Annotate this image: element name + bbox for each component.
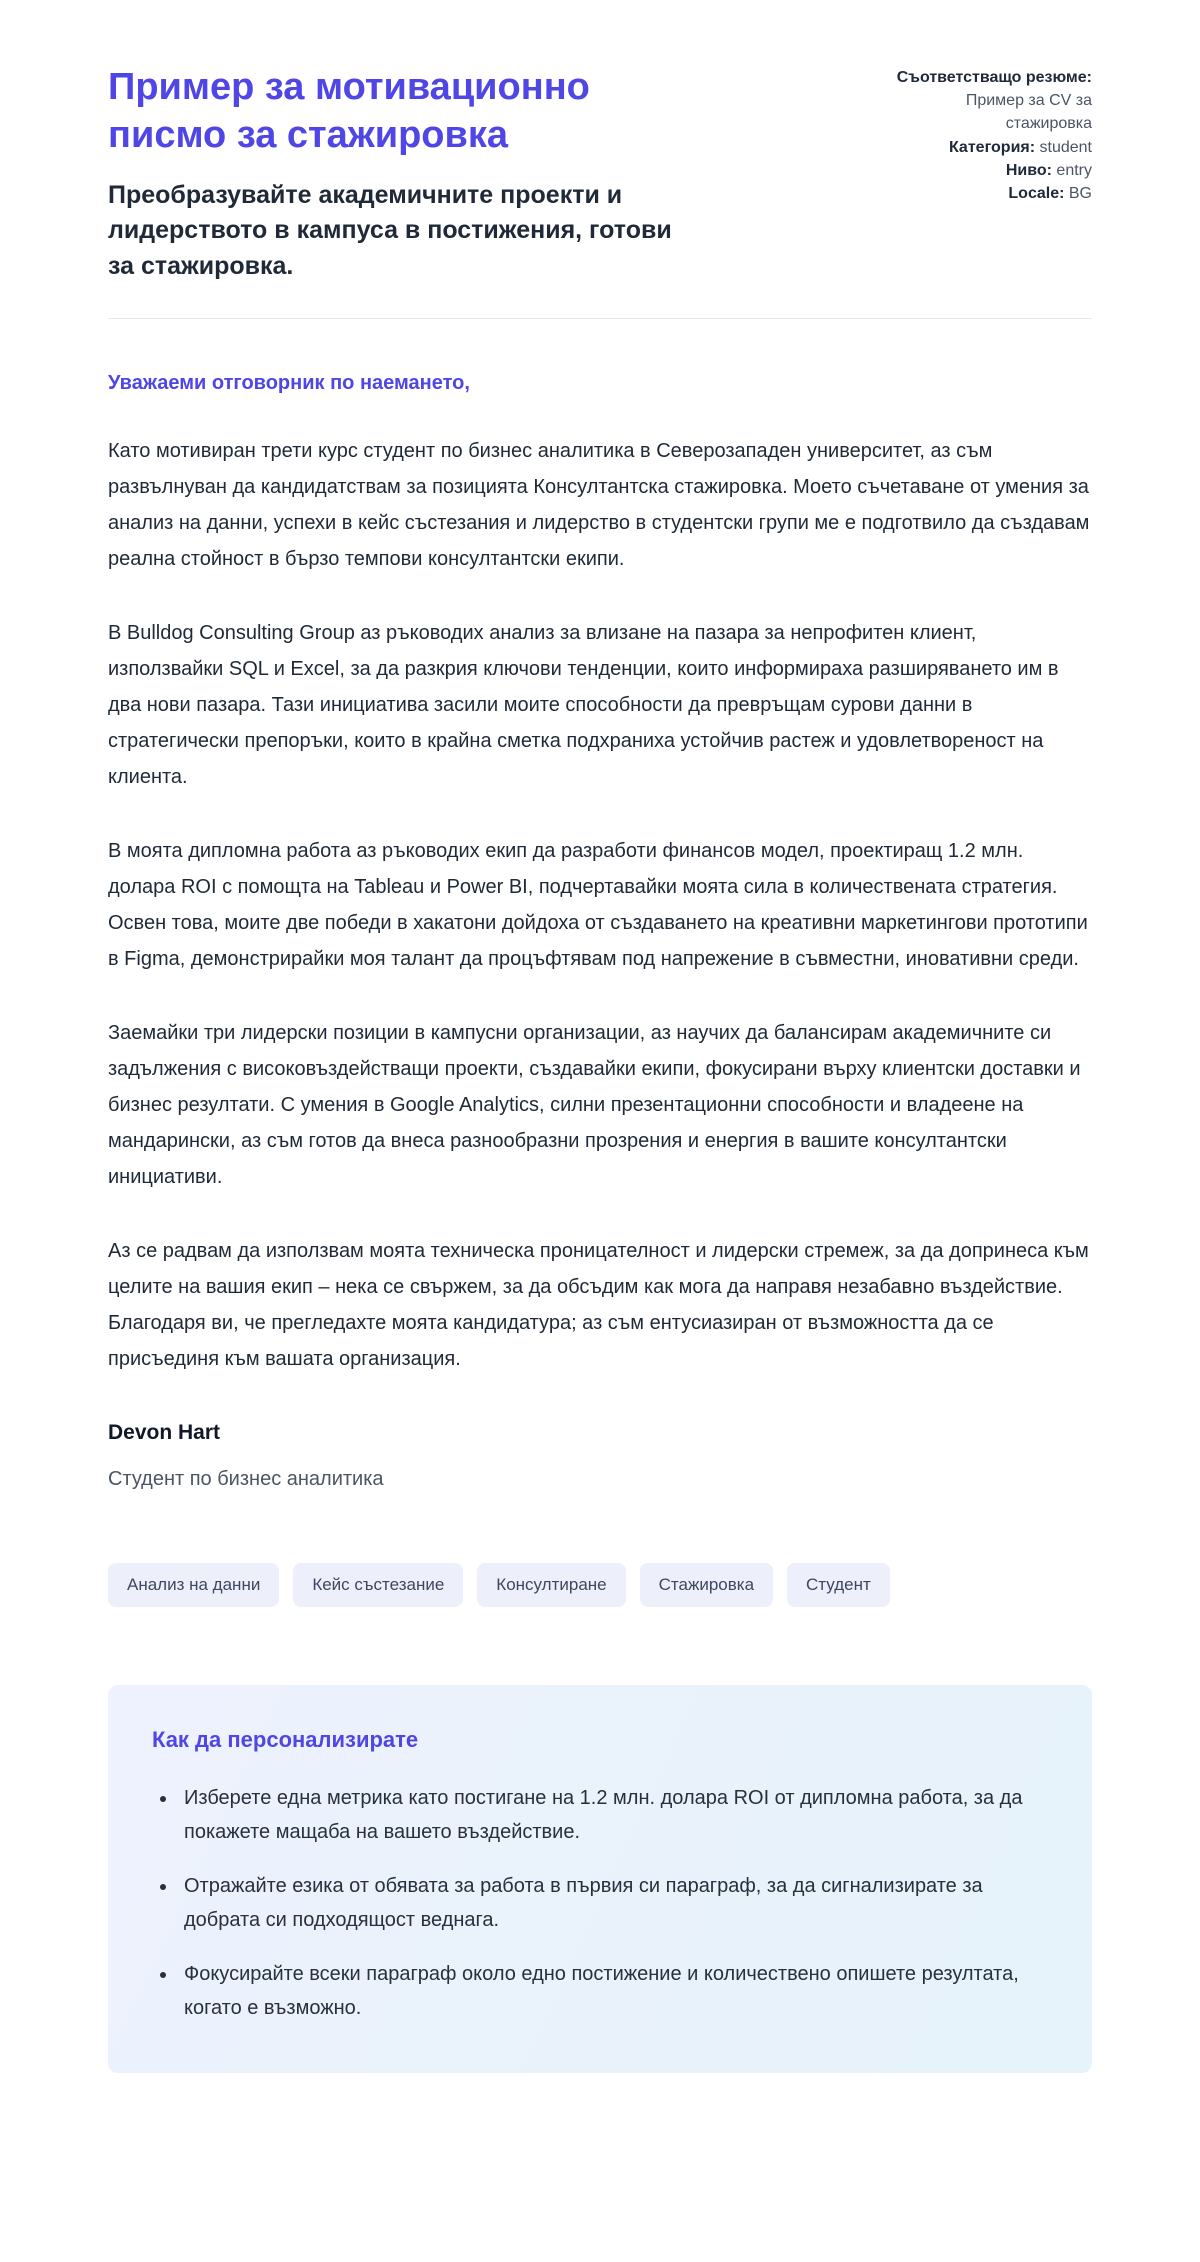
meta-panel: [880, 64, 1092, 205]
letter-paragraph-5: Аз се радвам да използвам моята техническа проницателност и лидерски стремеж, за да допринеса към целите на вашия екип – нека се свържем, за да обсъдим как мога да направя незабавно въздействие. Благодаря ви, че прегледахте моята кандидатура; аз съм ентусиазиран от възможността да се присъединя към вашата организация.: [108, 1240, 1089, 1371]
meta-level-value: entry: [1056, 161, 1092, 179]
tips-title: Как да персонализирате: [152, 1726, 419, 1752]
letter-paragraph-4: Заемайки три лидерски позиции в кампусни организации, аз научих да балансирам академичните си задължения с високовъздействащи проекти, създавайки екипи, фокусирани върху клиентски доставки и бизнес резултати. С умения в Google Analytics, силни презентационни способности и владеене на мандарински, аз съм готов да внеса разнообразни прозрения и енергия в вашите консултантски инициативи.: [108, 1022, 1081, 1189]
tag-case-competition: Кейс състезание: [293, 1563, 463, 1607]
tip-item-2: • Отражайте езика от обявата за работа в първия си параграф, за да сигнализирате за добрата си подходящост веднага.: [178, 1869, 1046, 1937]
cover-letter-page: [108, 0, 1092, 2139]
tag-internship: Стажировка: [640, 1563, 773, 1607]
meta-category-value: student: [1039, 138, 1092, 156]
tag-data-analysis: Анализ на данни: [108, 1563, 279, 1607]
salutation: Уважаеми отговорник по наемането,: [108, 372, 470, 395]
divider: [108, 318, 1092, 319]
meta-resume-label: Съответстващо резюме:: [896, 69, 1092, 86]
meta-category: [880, 136, 1092, 159]
letter-body: [108, 365, 1092, 1497]
tag-list: [108, 1563, 1092, 1607]
tag-consulting: Консултиране: [477, 1563, 625, 1607]
letter-paragraph-3: В моята дипломна работа аз ръководих екип да разработи финансов модел, проектиращ 1.2 млн. долара ROI с помощта на Tableau и Power BI, подчертавайки моята сила в количествената стратегия. Освен това, моите две победи в хакатони дойдоха от създаването на креативни маркетингови прототипи в Figma, демонстрирайки моя талант да процъфтявам под напрежение в съвместни, иновативни среди.: [108, 840, 1088, 971]
page-subtitle: Преобразувайте академичните проекти и лидерството в кампуса в постижения, готови за стажировка.: [108, 180, 672, 280]
meta-level: [880, 159, 1092, 182]
meta-resume-value: Пример за CV за стажировка: [965, 92, 1092, 133]
meta-locale: [880, 182, 1092, 205]
tip-item-3: • Фокусирайте всеки параграф около едно постижение и количествено опишете резултата, когато е възможно.: [178, 1957, 1046, 2025]
meta-level-label: Ниво:: [1005, 161, 1052, 179]
meta-matching-resume: [880, 66, 1092, 136]
meta-locale-label: Locale:: [1008, 184, 1065, 202]
personalization-tips-callout: [108, 1685, 1092, 2073]
letter-paragraph-1: Като мотивиран трети курс студент по бизнес аналитика в Северозападен университет, аз съм развълнуван да кандидатствам за позицията Консултантска стажировка. Моето съчетаване от умения за анализ на данни, успехи в кейс състезания и лидерство в студентски групи ме е подготвило да създавам реална стойност в бързо темпови консултантски екипи.: [108, 440, 1090, 571]
tips-list: [152, 1781, 1046, 2025]
meta-locale-value: BG: [1068, 184, 1092, 202]
signature-name: Devon Hart: [108, 1421, 221, 1445]
meta-category-label: Категория:: [948, 138, 1036, 156]
letter-paragraph-2: В Bulldog Consulting Group аз ръководих анализ за влизане на пазара за непрофитен клиент, използвайки SQL и Excel, за да разкрия ключови тенденции, които информираха разширяването им в два нови пазара. Тази инициатива засили моите способности да превръщам сурови данни в стратегически препоръки, които в крайна сметка подхраниха устойчив растеж и удовлетвореност на клиента.: [108, 622, 1059, 789]
page-header: [108, 64, 1092, 284]
header-title-block: [108, 64, 688, 284]
tag-student: Студент: [787, 1563, 890, 1607]
signature-role: Студент по бизнес аналитика: [108, 1468, 384, 1491]
tip-item-1: • Изберете една метрика като постигане на 1.2 млн. долара ROI от дипломна работа, за да покажете мащаба на вашето въздействие.: [178, 1781, 1046, 1849]
page-title: Пример за мотивационно писмо за стажировка: [108, 66, 590, 156]
